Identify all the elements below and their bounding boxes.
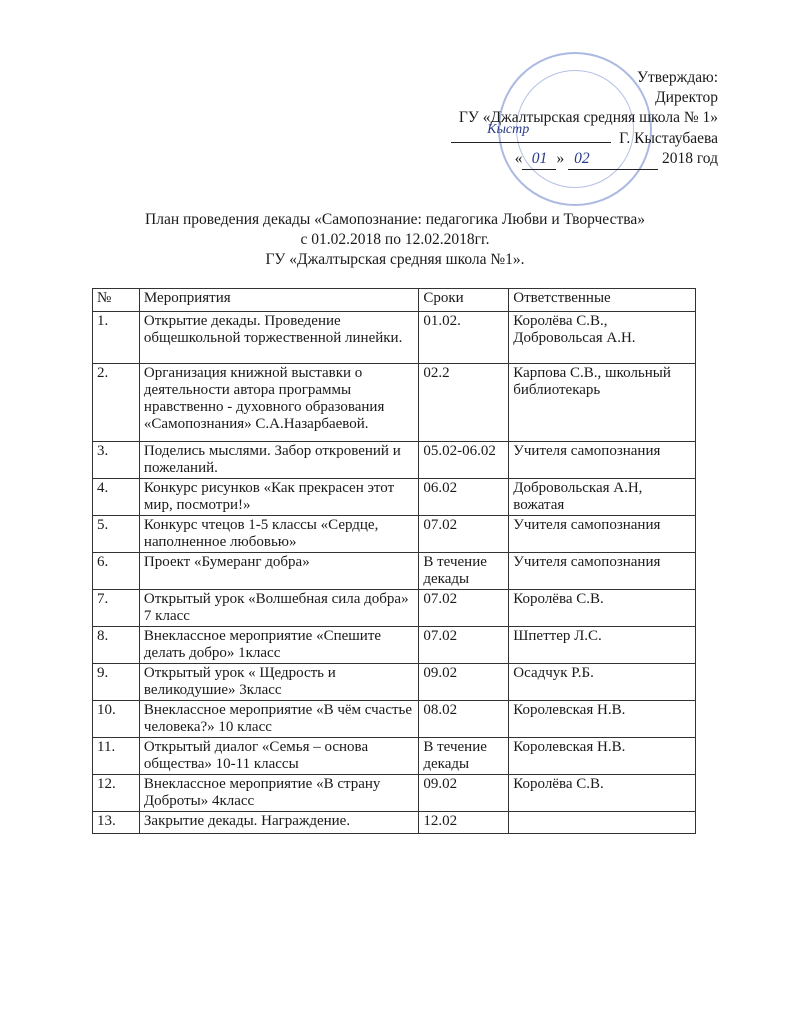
- handwritten-signature: Кыстр: [487, 122, 530, 137]
- table-row: [93, 701, 696, 738]
- approval-organization: ГУ «Джалтырская средняя школа № 1»: [458, 109, 718, 126]
- row-number: 5.: [93, 516, 140, 553]
- row-dates: 09.02: [419, 664, 509, 701]
- row-responsible: Осадчук Р.Б.: [509, 664, 696, 701]
- row-dates: 07.02: [419, 627, 509, 664]
- row-event: Конкурс чтецов 1-5 классы «Сердце, наполненное любовью»: [139, 516, 418, 553]
- table-row: [93, 590, 696, 627]
- row-dates: В течение декады: [419, 553, 509, 590]
- row-number: 3.: [93, 442, 140, 479]
- header-responsible: Ответственные: [509, 289, 696, 312]
- date-year: 2018 год: [661, 150, 718, 167]
- approval-block: [451, 68, 718, 170]
- row-responsible: Добровольская А.Н, вожатая: [509, 479, 696, 516]
- table-row: [93, 516, 696, 553]
- title-line-2: с 01.02.2018 по 12.02.2018гг.: [300, 231, 490, 248]
- approval-position: Директор: [655, 89, 718, 106]
- table-row: [93, 627, 696, 664]
- approval-heading: Утверждаю:: [637, 69, 718, 86]
- row-responsible: Королёва С.В.: [509, 775, 696, 812]
- row-number: 11.: [93, 738, 140, 775]
- table-header-row: [93, 289, 696, 312]
- row-number: 7.: [93, 590, 140, 627]
- title-line-3: ГУ «Джалтырская средняя школа №1».: [265, 251, 525, 268]
- row-event: Организация книжной выставки о деятельности автора программы нравственно - духовного образования «Самопознания» С.А.Назарбаевой.: [139, 364, 418, 442]
- header-event: Мероприятия: [139, 289, 418, 312]
- row-dates: 07.02: [419, 516, 509, 553]
- row-dates: 07.02: [419, 590, 509, 627]
- row-event: Внеклассное мероприятие «В чём счастье человека?» 10 класс: [139, 701, 418, 738]
- row-responsible: Учителя самопознания: [509, 442, 696, 479]
- row-number: 8.: [93, 627, 140, 664]
- row-dates: В течение декады: [419, 738, 509, 775]
- row-responsible: Шпеттер Л.С.: [509, 627, 696, 664]
- row-dates: 12.02: [419, 812, 509, 834]
- table-row: [93, 312, 696, 364]
- table-row: [93, 442, 696, 479]
- document-title: [0, 210, 790, 270]
- row-responsible: Учителя самопознания: [509, 553, 696, 590]
- table-row: [93, 775, 696, 812]
- header-dates: Сроки: [419, 289, 509, 312]
- table-row: [93, 479, 696, 516]
- table-row: [93, 812, 696, 834]
- row-event: Внеклассное мероприятие «Спешите делать добро» 1класс: [139, 627, 418, 664]
- row-number: 12.: [93, 775, 140, 812]
- approval-signature-line: [451, 122, 718, 149]
- row-event: Открытый урок « Щедрость и великодушие» 3класс: [139, 664, 418, 701]
- row-dates: 01.02.: [419, 312, 509, 364]
- row-event: Конкурс рисунков «Как прекрасен этот мир, посмотри!»: [139, 479, 418, 516]
- table-row: [93, 664, 696, 701]
- director-name: Г. Кыстаубаева: [619, 130, 718, 147]
- date-day: 01: [522, 149, 556, 170]
- table-row: [93, 553, 696, 590]
- row-event: Проект «Бумеранг добра»: [139, 553, 418, 590]
- row-number: 9.: [93, 664, 140, 701]
- row-dates: 02.2: [419, 364, 509, 442]
- row-event: Поделись мыслями. Забор откровений и пожеланий.: [139, 442, 418, 479]
- row-responsible: Королевская Н.В.: [509, 738, 696, 775]
- row-event: Внеклассное мероприятие «В страну Доброты» 4класс: [139, 775, 418, 812]
- title-line-1: План проведения декады «Самопознание: педагогика Любви и Творчества»: [145, 211, 645, 228]
- table-row: [93, 364, 696, 442]
- date-quote-open: «: [514, 150, 523, 167]
- row-dates: 08.02: [419, 701, 509, 738]
- header-number: №: [93, 289, 140, 312]
- table-row: [93, 738, 696, 775]
- row-number: 2.: [93, 364, 140, 442]
- row-responsible: Королёва С.В.: [509, 590, 696, 627]
- row-number: 10.: [93, 701, 140, 738]
- approval-date-line: [451, 149, 718, 170]
- row-event: Закрытие декады. Награждение.: [139, 812, 418, 834]
- row-event: Открытие декады. Проведение общешкольной торжественной линейки.: [139, 312, 418, 364]
- date-quote-close: »: [556, 150, 565, 167]
- date-month: 02: [568, 149, 658, 170]
- events-table: [92, 288, 696, 834]
- row-event: Открытый урок «Волшебная сила добра» 7 класс: [139, 590, 418, 627]
- row-responsible: Королевская Н.В.: [509, 701, 696, 738]
- row-dates: 09.02: [419, 775, 509, 812]
- row-number: 13.: [93, 812, 140, 834]
- row-responsible: Карпова С.В., школьный библиотекарь: [509, 364, 696, 442]
- row-dates: 05.02-06.02: [419, 442, 509, 479]
- row-event: Открытый диалог «Семья – основа общества» 10-11 классы: [139, 738, 418, 775]
- row-responsible: Учителя самопознания: [509, 516, 696, 553]
- row-number: 4.: [93, 479, 140, 516]
- row-number: 6.: [93, 553, 140, 590]
- signature-field: [451, 122, 611, 143]
- row-responsible: Королёва С.В., Добровольсая А.Н.: [509, 312, 696, 364]
- row-responsible: [509, 812, 696, 834]
- row-number: 1.: [93, 312, 140, 364]
- row-dates: 06.02: [419, 479, 509, 516]
